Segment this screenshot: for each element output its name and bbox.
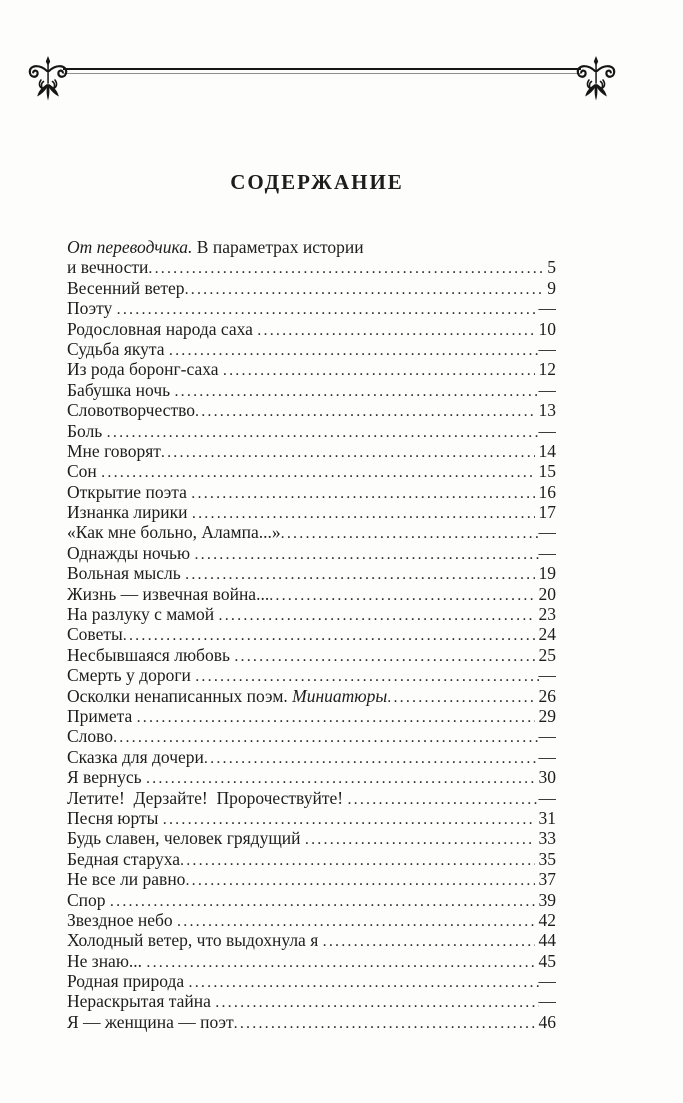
toc-entry-title: Будь славен, человек грядущий (67, 828, 305, 849)
toc-entry-page: 17 (538, 502, 556, 523)
dot-leader (163, 808, 535, 828)
toc-entry-title: Несбывшаяся любовь (67, 644, 235, 665)
toc-entry-page: 10 (538, 318, 556, 339)
toc-entry-title: Сказка для дочери (67, 746, 204, 767)
toc-entry-page: 44 (538, 930, 556, 951)
toc-line (67, 319, 556, 339)
toc-entry-title: Холодный ветер, что выдохнула я (67, 930, 323, 951)
dot-leader (146, 767, 535, 787)
toc-entry-page: — (538, 338, 556, 359)
dot-leader (169, 339, 539, 359)
toc-entry-page: 9 (547, 277, 556, 298)
toc-entry-page: — (538, 379, 556, 400)
dot-leader (192, 502, 535, 522)
dot-leader (117, 298, 539, 318)
toc-entry-title: Однажды ночью (67, 542, 195, 563)
dot-leader (185, 869, 534, 889)
toc-entry-page: 26 (538, 685, 556, 706)
toc-entry-title: Я вернусь (67, 767, 146, 788)
toc-entry-title: Примета (67, 705, 137, 726)
dot-leader (174, 380, 538, 400)
toc-line (67, 461, 556, 481)
toc-entry-page: — (538, 298, 556, 319)
toc-entry-page: 16 (538, 481, 556, 502)
toc-entry-page: 39 (538, 889, 556, 910)
toc-entry-page: 29 (538, 705, 556, 726)
dot-leader (161, 441, 535, 461)
dot-leader (123, 624, 535, 644)
dot-leader (323, 930, 535, 950)
decorative-rule (63, 68, 581, 74)
toc-entry-page: 5 (547, 257, 556, 278)
toc-entry-title: На разлуку с мамой (67, 604, 219, 625)
toc-entry-page: — (538, 420, 556, 441)
toc-entry-title: Слово (67, 726, 114, 747)
dot-leader (146, 951, 534, 971)
toc-entry-title: Словотворчество (67, 400, 195, 421)
toc-entry-title: Песня юрты (67, 807, 163, 828)
toc-entry-page: 33 (538, 828, 556, 849)
toc-entry-title: Сон (67, 461, 102, 482)
toc-line (67, 257, 556, 277)
toc-line (67, 991, 556, 1011)
toc-entry-page: 14 (538, 440, 556, 461)
toc-entry-page: 42 (538, 909, 556, 930)
toc-entry-title: Не все ли равно (67, 869, 186, 890)
dot-leader (113, 726, 538, 746)
toc-line (67, 421, 556, 441)
toc-line (67, 767, 556, 787)
dot-leader (110, 890, 535, 910)
dot-leader (195, 400, 535, 420)
toc-entry-page: 37 (538, 869, 556, 890)
dot-leader (189, 971, 539, 991)
dot-leader (347, 788, 538, 808)
dot-leader (101, 461, 534, 481)
toc-line (67, 400, 556, 420)
dot-leader (195, 665, 538, 685)
dot-leader (305, 828, 535, 848)
toc-entry-page: — (538, 971, 556, 992)
toc-line (67, 788, 556, 808)
toc-line (67, 726, 556, 746)
dot-leader (234, 1012, 535, 1032)
toc-entry-page: 24 (538, 624, 556, 645)
toc-line (67, 808, 556, 828)
toc-line (67, 604, 556, 624)
toc-entry-title: Поэту (67, 298, 117, 319)
dot-leader (180, 849, 535, 869)
toc-line (67, 828, 556, 848)
dot-leader (234, 645, 534, 665)
toc-entry-page: 46 (538, 1011, 556, 1032)
toc-line (67, 441, 556, 461)
toc-entry-page: — (538, 726, 556, 747)
fleuron-right-icon (574, 55, 618, 105)
toc-line (67, 951, 556, 971)
dot-leader (177, 910, 534, 930)
dot-leader (281, 522, 539, 542)
toc-line (67, 624, 556, 644)
toc-entry-title: В параметрах истории (192, 237, 364, 257)
toc-entry-title: Вольная мысль (67, 563, 186, 584)
toc-entry-page: 35 (538, 848, 556, 869)
header-ornament (26, 55, 618, 105)
toc-entry-page: — (538, 665, 556, 686)
toc-entry-page: 13 (538, 400, 556, 421)
toc-line (67, 890, 556, 910)
toc-line (67, 849, 556, 869)
toc-line (67, 971, 556, 991)
toc-entry-italic-prefix: От переводчика. (67, 237, 193, 257)
toc-line (67, 584, 556, 604)
toc-entry-title: «Как мне больно, Алампа...» (67, 522, 281, 543)
dot-leader (387, 686, 534, 706)
toc-entry-title: Изнанка лирики (67, 502, 192, 523)
toc-entry-title: Родная природа (67, 971, 189, 992)
toc-entry-title: Не знаю... (67, 950, 147, 971)
toc-entry-title: Нераскрытая тайна (67, 991, 216, 1012)
toc-line (67, 339, 556, 359)
toc-line (67, 747, 556, 767)
toc-entry-page: — (538, 542, 556, 563)
toc-entry-italic-suffix: Миниатюры (292, 685, 388, 706)
toc-entry-page: 30 (538, 767, 556, 788)
dot-leader (191, 482, 534, 502)
toc-entry-page: 19 (538, 563, 556, 584)
dot-leader (185, 278, 544, 298)
toc-entry-page: 12 (538, 359, 556, 380)
toc-entry-page: — (538, 746, 556, 767)
dot-leader (107, 421, 539, 441)
toc-entry-title: Осколки ненаписанных поэм. (67, 685, 293, 706)
toc-line (67, 910, 556, 930)
dot-leader (269, 584, 534, 604)
toc-entry-page: 15 (538, 461, 556, 482)
toc-entry-title: Смерть у дороги (67, 665, 196, 686)
toc-entry-title: Бабушка ночь (67, 379, 175, 400)
toc-entry-title: и вечности (67, 257, 149, 278)
toc-entry-title: Из рода боронг-саха (67, 359, 223, 380)
toc-entry-page: — (538, 522, 556, 543)
contents-title: СОДЕРЖАНИЕ (230, 170, 404, 194)
dot-leader (223, 359, 535, 379)
toc-entry-page: — (538, 991, 556, 1012)
toc-line (67, 359, 556, 379)
toc-line (67, 543, 556, 563)
dot-leader (215, 991, 538, 1011)
toc-line (67, 278, 556, 298)
toc-entry-title: Спор (67, 889, 110, 910)
dot-leader (194, 543, 538, 563)
toc-line (67, 930, 556, 950)
toc-entry-page: — (538, 787, 556, 808)
toc-line (67, 237, 556, 257)
toc-line (67, 380, 556, 400)
toc-list (67, 237, 556, 1032)
toc-entry-title: Звездное небо (67, 909, 178, 930)
toc-line (67, 563, 556, 583)
dot-leader (204, 747, 539, 767)
toc-entry-page: 45 (538, 950, 556, 971)
dot-leader (219, 604, 535, 624)
toc-line (67, 298, 556, 318)
fleuron-left-icon (26, 55, 70, 105)
dot-leader (148, 257, 543, 277)
toc-line (67, 522, 556, 542)
toc-entry-title: Открытие поэта (67, 481, 192, 502)
toc-line (67, 869, 556, 889)
toc-line (67, 645, 556, 665)
toc-entry-page: 25 (538, 644, 556, 665)
toc-entry-title: Весенний ветер (67, 277, 185, 298)
dot-leader (257, 319, 534, 339)
toc-entry-title: Мне говорят (67, 440, 161, 461)
toc-line (67, 482, 556, 502)
toc-line (67, 686, 556, 706)
toc-line (67, 706, 556, 726)
toc-line (67, 665, 556, 685)
dot-leader (137, 706, 535, 726)
toc-entry-title: Боль (67, 420, 107, 441)
toc-entry-page: 31 (538, 807, 556, 828)
dot-leader (185, 563, 534, 583)
toc-line (67, 1012, 556, 1032)
toc-entry-title: Родословная народа саха (67, 318, 258, 339)
toc-line (67, 502, 556, 522)
toc-entry-page: 23 (538, 604, 556, 625)
toc-entry-title: Бедная старуха (67, 848, 180, 869)
toc-entry-title: Я — женщина — поэт (67, 1011, 234, 1032)
toc-entry-title: Судьба якута (67, 338, 169, 359)
toc-entry-title: Летите! Дерзайте! Пророчествуйте! (67, 787, 348, 808)
toc-entry-title: Жизнь — извечная война... (67, 583, 270, 604)
toc-entry-page: 20 (538, 583, 556, 604)
toc-entry-title: Советы (67, 624, 123, 645)
